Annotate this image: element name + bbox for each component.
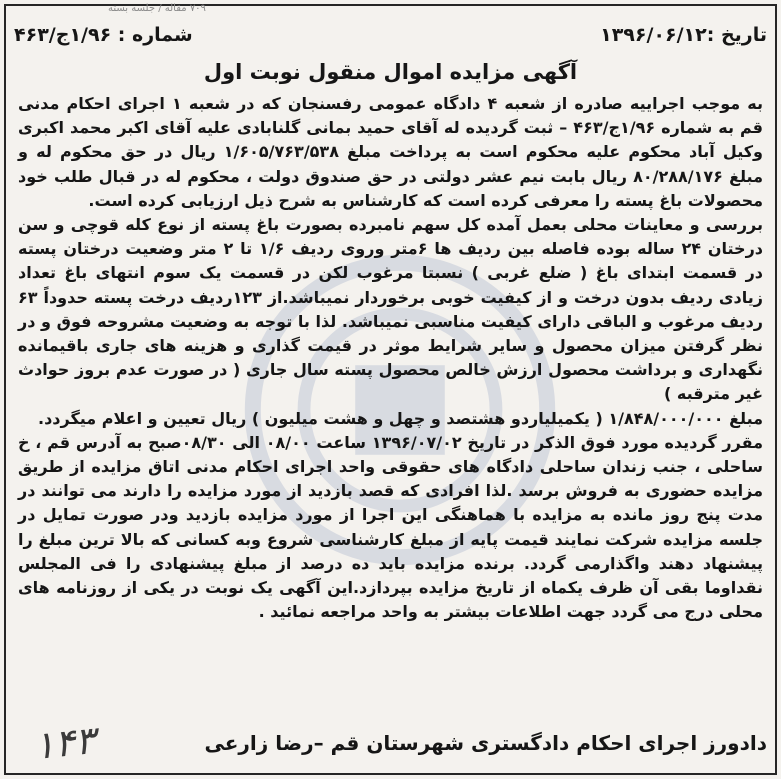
paragraph-valuation-amount: مبلغ ۱/۸۴۸/۰۰۰/۰۰۰ ( یکمیلیاردو هشتصد و چهل و هشت میلیون ) ریال تعیین و اعلام میگردد.	[38, 408, 763, 428]
notice-number: شماره : ۱/۹۶ج/۴۶۳	[14, 24, 193, 46]
corner-note: ۷۰۹ مقاله / جلسه بسته	[108, 3, 206, 14]
notice-body	[18, 92, 763, 624]
handwritten-code: ۱۴۳	[31, 717, 98, 769]
notice-title: آگهی مزایده اموال منقول نوبت اول	[203, 60, 578, 84]
notice-footer	[14, 717, 767, 769]
notice-header	[14, 20, 767, 50]
paragraph-case-summary: به موجب اجراییه صادره از شعبه ۴ دادگاه عمومی رفسنجان که در شعبه ۱ اجرای احکام مدنی قم به شماره ۱/۹۶ج/۴۶۳ – ثبت گردیده له آقای حمید بمانی گلنابادی علیه آقای اکبر محمد اکبری وکیل آباد محکوم علیه محکوم است به پرداخت مبلغ ۱/۶۰۵/۷۶۳/۵۳۸ ریال در حق محکوم له و مبلغ ۸۰/۲۸۸/۱۷۶ ریال بابت نیم عشر دولتی در حق صندوق دولت ، محکوم له در قبال طلب خود محصولات باغ پسته را معرفی کرده است که کارشناس به شرح ذیل ارزیابی کرده است.	[18, 94, 764, 210]
paragraph-auction-terms: مقرر گردیده مورد فوق الذکر در تاریخ ۱۳۹۶/۰۷/۰۲ ساعت ۰۸/۰۰ الی ۰۸/۳۰صبح به آدرس قم ، خ ساحلی ، جنب زندان ساحلی دادگاه های حقوقی واحد اجرای احکام مدنی اتاق مزایده از طریق مزایده حضوری به فروش برسد .لذا افرادی که قصد بازدید از مورد مزایده را دارند می توانند در مدت پنج روز مانده به مزایده با هماهنگی این اجرا از مورد مزایده بازدید ودر صورت تمایل در جلسه مزایده شرکت نمایند قیمت پایه از مبلغ کارشناسی شروع وبه کسانی که بالا ترین مبلغ را پیشنهاد دهند واگذارمی گردد. برنده مزایده باید ده درصد از مبلغ پیشنهادی را فی المجلس نقداوما بقی آن ظرف یکماه از تاریخ مزایده بپردازد.این آگهی یک نوبت در یکی از روزنامه های محلی درج می گردد جهت اطلاعات بیشتر به واحد مراجعه نمائید .	[18, 432, 763, 622]
paragraph-expert-assessment: بررسی و معاینات محلی بعمل آمده کل سهم نامبرده بصورت باغ پسته از نوع کله قوچی و سن درختان ۲۴ ساله بوده فاصله بین ردیف ها ۶متر وروی ردیف ۱/۶ تا ۲ متر وضعیت درختان پسته در قسمت ابتدای باغ ( ضلع غربی ) نسبتا مرغوب لکن در قسمت یک سوم انتهای باغ تعداد زیادی ردیف بدون درخت و از کیفیت خوبی برخوردار نمیباشد.از ۱۲۳ردیف درخت پسته حدوداً ۶۳ ردیف مرغوب و الباقی دارای کیفیت مناسبی نمیباشد. لذا با توجه به وضعیت مشروحه فوق و در نظر گرفتن میزان محصول و سایر شرایط موثر در قیمت گذاری و هزینه های جاری باقیمانده نگهداری و برداشت محصول ارزش خالص محصول پسته سال جاری ( در صورت عدم بروز حوادث غیر مترقبه )	[18, 215, 764, 404]
signature-line: دادورز اجرای احکام دادگستری شهرستان قم –رضا زارعی	[204, 731, 767, 755]
notice-date: تاریخ :۱۳۹۶/۰۶/۱۲	[600, 24, 767, 46]
